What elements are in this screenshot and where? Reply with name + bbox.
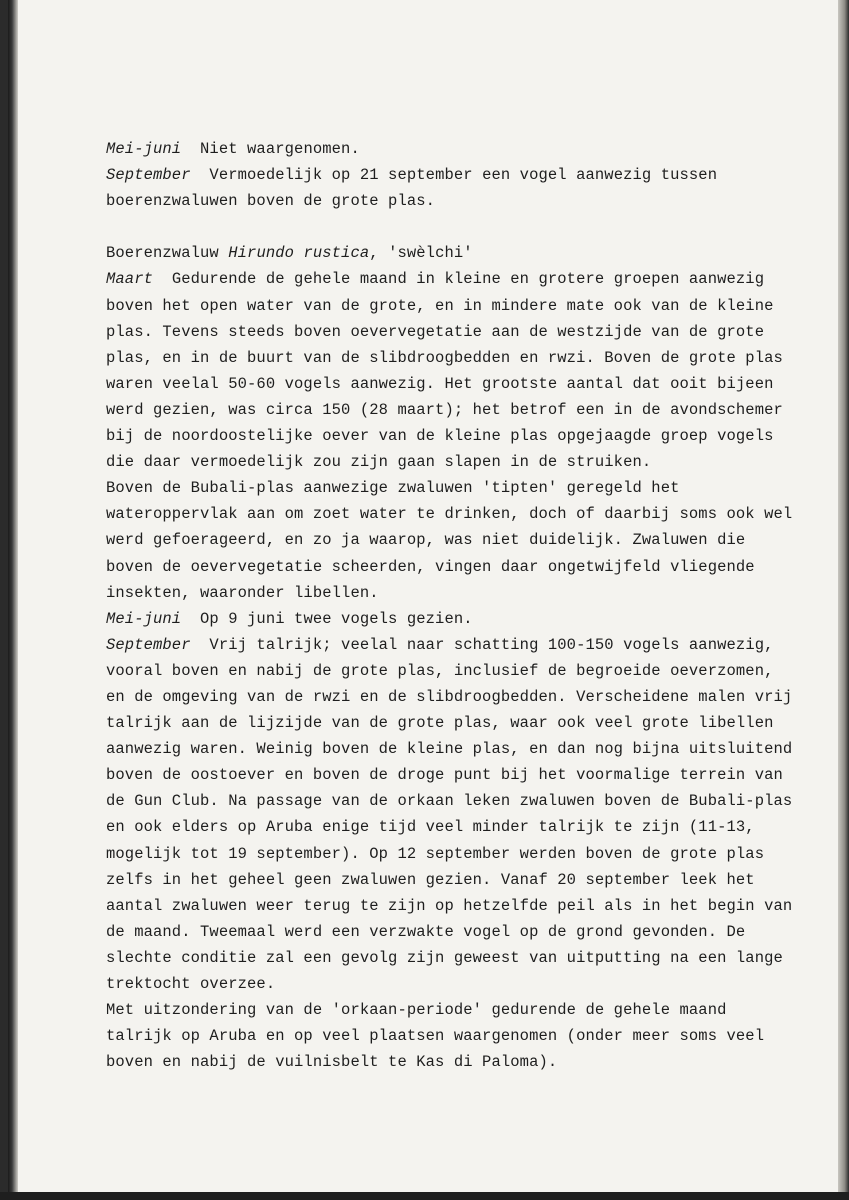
document-page — [8, 0, 840, 1192]
month-label: Mei-juni — [106, 140, 182, 158]
page-bottom-edge — [0, 1192, 849, 1200]
species-heading: Boerenzwaluw Hirundo rustica, 'swèlchi' — [106, 244, 473, 263]
text-line: de maand. Tweemaal werd een verzwakte vogel op de grond gevonden. De — [106, 922, 746, 941]
text-line: September Vrij talrijk; veelal naar schatting 100-150 vogels aanwezig, — [106, 635, 774, 654]
month-label: Mei-juni — [106, 609, 182, 628]
text-line: en ook elders op Aruba enige tijd veel minder talrijk te zijn (11-13, — [106, 818, 755, 837]
document-body — [106, 136, 793, 1075]
text-line: de Gun Club. Na passage van de orkaan leken zwaluwen boven de Bubali-plas — [106, 792, 793, 811]
text-line: werd gezien, was circa 150 (28 maart); het betrof een in de avondschemer — [106, 400, 783, 419]
text-line: talrijk aan de lijzijde van de grote plas, waar ook veel grote libellen — [106, 714, 774, 733]
text-line: talrijk op Aruba en op veel plaatsen waargenomen (onder meer soms veel — [106, 1027, 765, 1046]
text-line: vooral boven en nabij de grote plas, inclusief de begroeide oeverzomen, — [106, 661, 774, 680]
text-line: September Vermoedelijk op 21 september een vogel aanwezig tussen — [106, 166, 718, 185]
page-right-edge — [838, 0, 849, 1200]
text-line: en de omgeving van de rwzi en de slibdroogbedden. Verscheidene malen vrij — [106, 687, 793, 706]
text-line: waren veelal 50-60 vogels aanwezig. Het grootste aantal dat ooit bijeen — [106, 374, 774, 393]
text-line: trektocht overzee. — [106, 975, 276, 993]
text-line: Mei-juni Op 9 juni twee vogels gezien. — [106, 609, 473, 628]
text-line: aantal zwaluwen weer terug te zijn op hetzelfde peil als in het begin van — [106, 896, 793, 915]
paragraph-gap — [106, 214, 766, 240]
text-line: boven de oevervegetatie scheerden, vingen daar ongetwijfeld vliegende — [106, 557, 755, 576]
text-line: boerenzwaluwen boven de grote plas. — [106, 192, 436, 211]
text-line: bij de noordoostelijke oever van de kleine plas opgejaagde groep vogels — [106, 427, 774, 446]
text-line: Mei-juni Niet waargenomen. — [106, 140, 360, 158]
text-line: Boven de Bubali-plas aanwezige zwaluwen 'tipten' geregeld het — [106, 479, 680, 498]
text-line: werd gefoerageerd, en zo ja waarop, was niet duidelijk. Zwaluwen die — [106, 531, 746, 550]
page-binding-shadow — [8, 0, 18, 1192]
text-line: plas. Tevens steeds boven oevervegetatie aan de westzijde van de grote — [106, 322, 765, 341]
month-label: September — [106, 635, 191, 654]
text-line: zelfs in het geheel geen zwaluwen gezien. Vanaf 20 september leek het — [106, 870, 755, 889]
text-line: insekten, waaronder libellen. — [106, 583, 379, 602]
text-line: boven het open water van de grote, en in mindere mate ook van de kleine — [106, 296, 774, 315]
text-line: aanwezig waren. Weinig boven de kleine plas, en dan nog bijna uitsluitend — [106, 740, 793, 759]
text-line: plas, en in de buurt van de slibdroogbedden en rwzi. Boven de grote plas — [106, 348, 783, 367]
text-line: die daar vermoedelijk zou zijn gaan slapen in de struiken. — [106, 453, 652, 472]
text-line: wateroppervlak aan om zoet water te drinken, doch of daarbij soms ook wel — [106, 505, 793, 524]
text-line: boven en nabij de vuilnisbelt te Kas di Paloma). — [106, 1053, 558, 1072]
month-label: September — [106, 166, 191, 185]
text-line: slechte conditie zal een gevolg zijn geweest van uitputting na een lange — [106, 948, 783, 967]
text-line: Met uitzondering van de 'orkaan-periode' gedurende de gehele maand — [106, 1001, 727, 1020]
text-line: Maart Gedurende de gehele maand in kleine en grotere groepen aanwezig — [106, 270, 765, 289]
latin-name: Hirundo rustica — [228, 244, 370, 263]
text-line: boven de oostoever en boven de droge punt bij het voormalige terrein van — [106, 766, 783, 785]
text-line: mogelijk tot 19 september). Op 12 september werden boven de grote plas — [106, 844, 765, 863]
month-label: Maart — [106, 270, 154, 289]
